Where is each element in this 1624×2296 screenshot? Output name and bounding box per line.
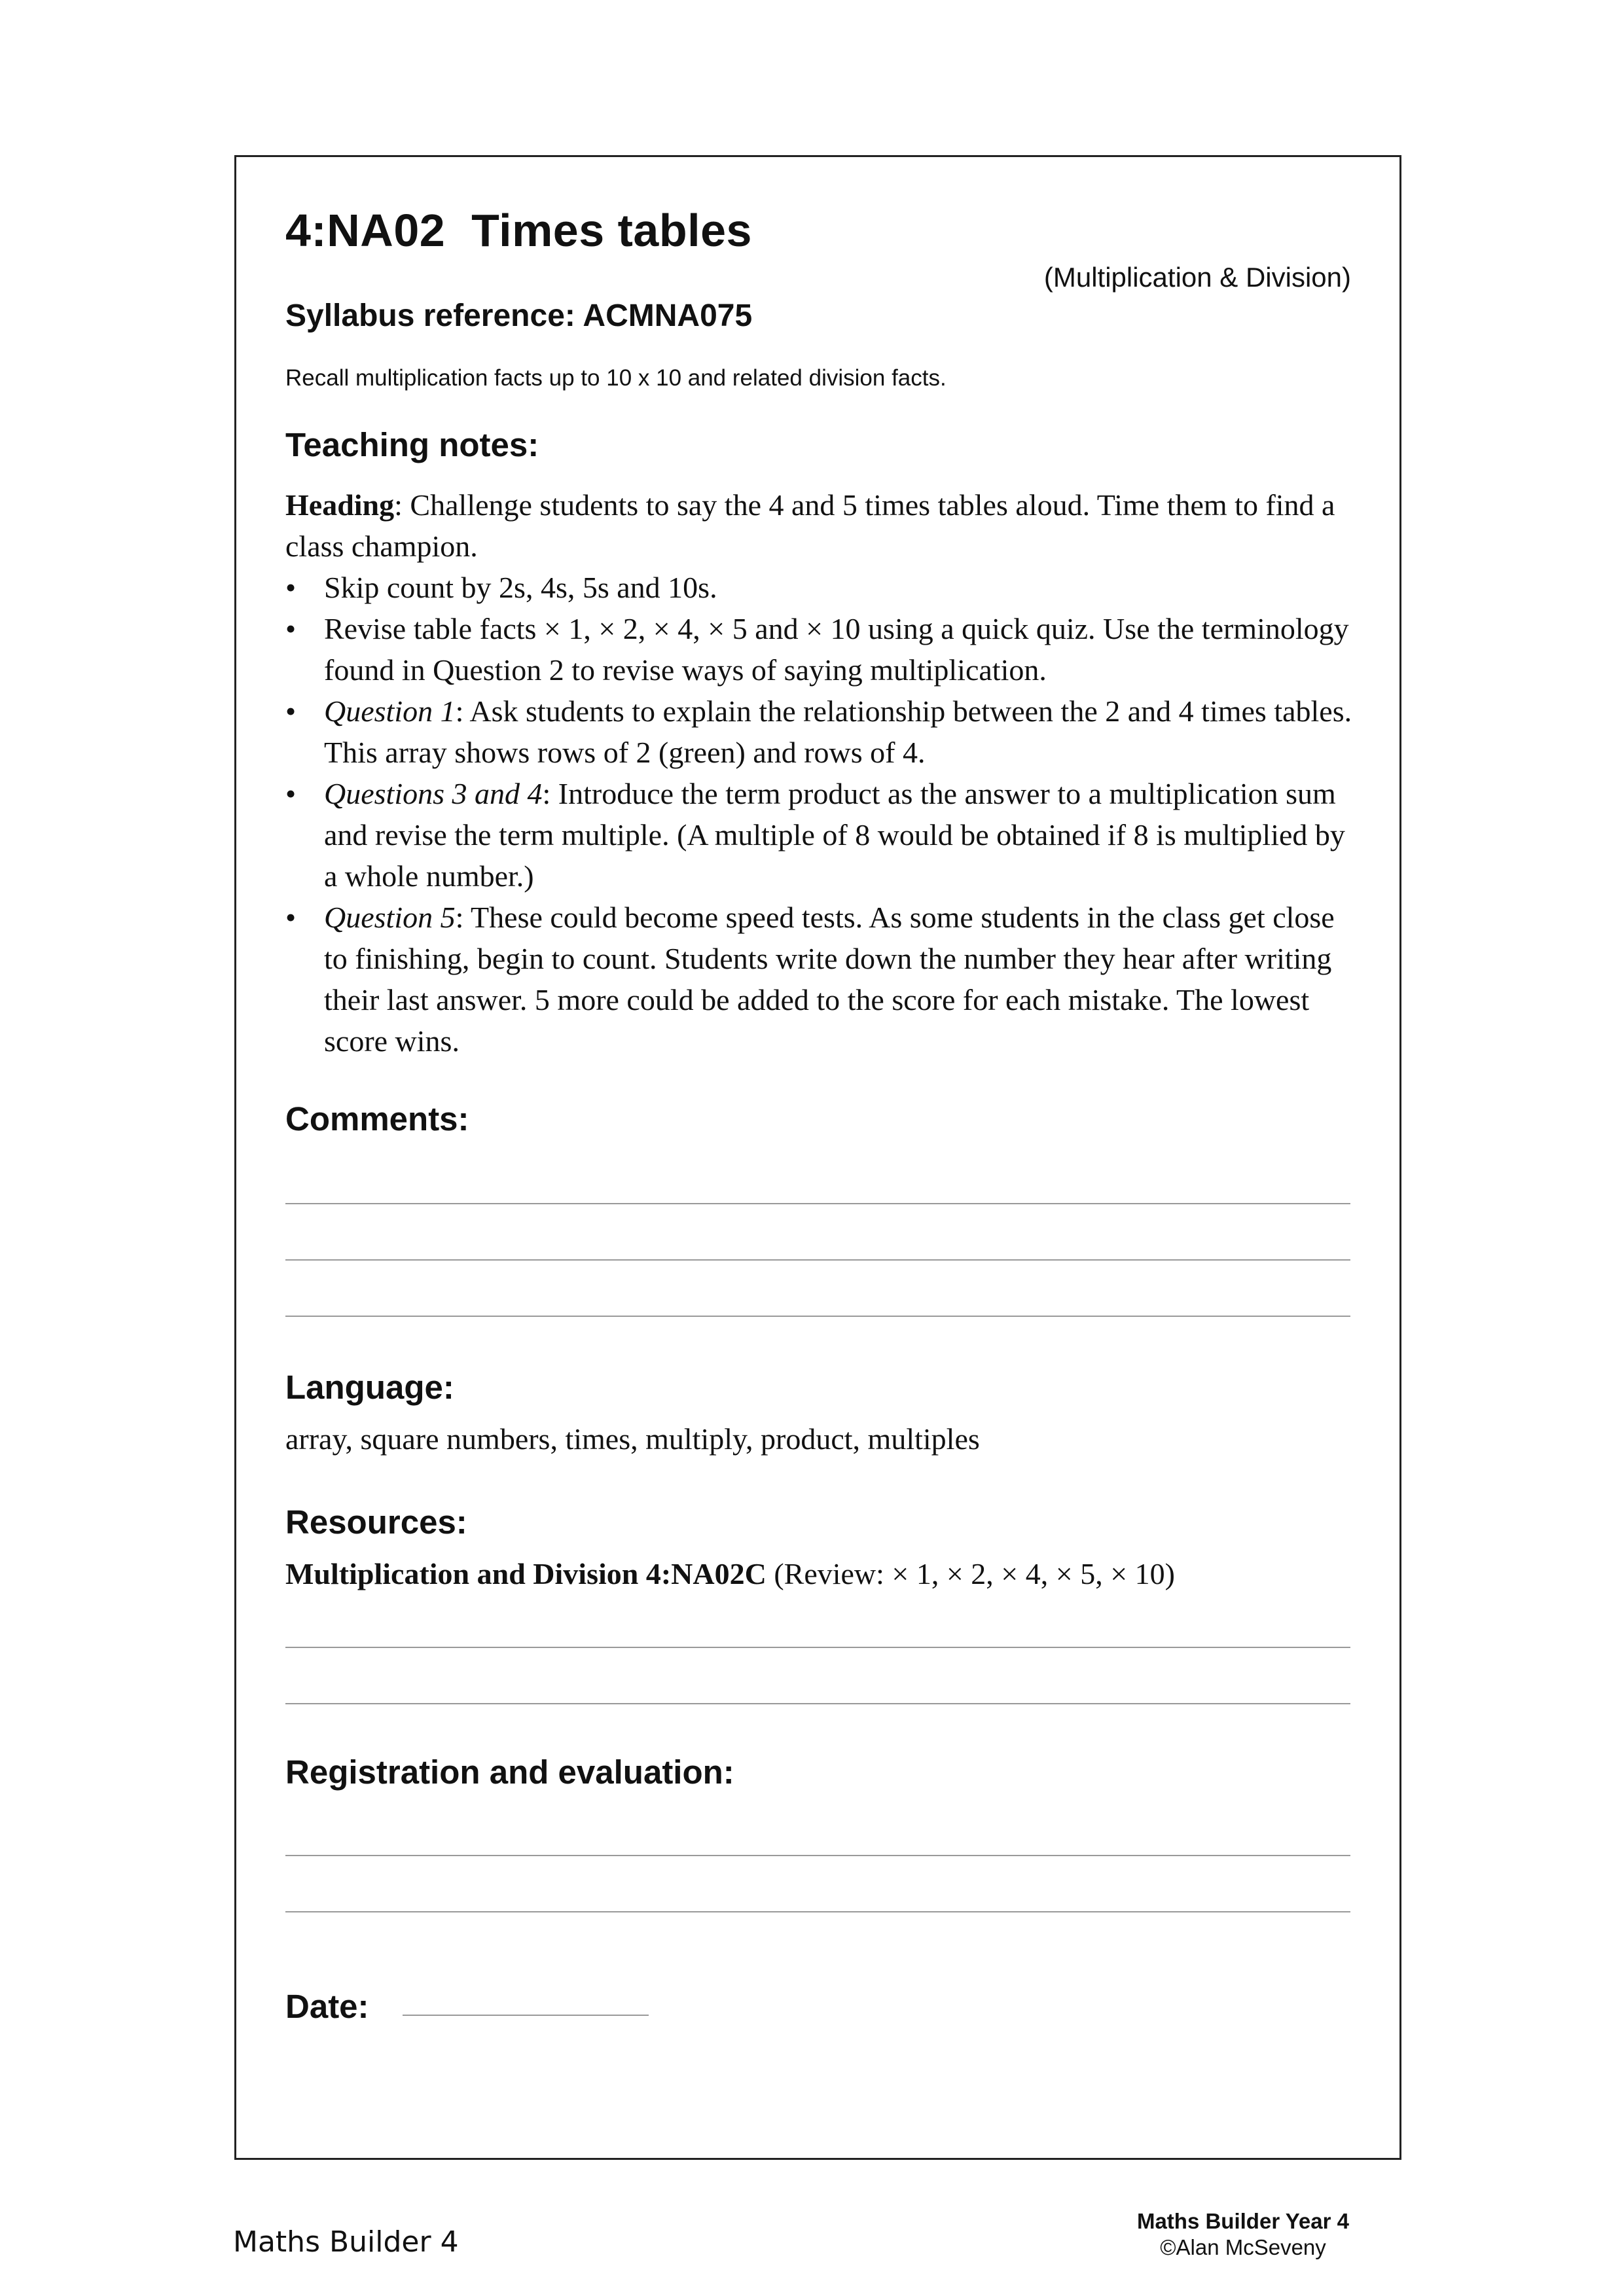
comments-line[interactable] [285, 1203, 1350, 1204]
comments-line[interactable] [285, 1316, 1350, 1317]
bullet-icon: • [285, 777, 297, 810]
list-item [285, 773, 1359, 897]
bullet-label: Questions 3 and 4 [324, 777, 543, 810]
list-item [285, 897, 1359, 1062]
teaching-intro [285, 484, 1359, 567]
list-item [285, 567, 1359, 608]
bullet-label: Question 1 [324, 694, 456, 728]
bullet-icon: • [285, 571, 297, 604]
footer-book-title: Maths Builder 4 [233, 2225, 459, 2259]
comments-heading: Comments: [285, 1100, 469, 1138]
resources-text [285, 1556, 1175, 1591]
bullet-icon: • [285, 612, 297, 645]
registration-line[interactable] [285, 1911, 1350, 1912]
registration-heading: Registration and evaluation: [285, 1753, 734, 1791]
teaching-bullet-list [285, 567, 1359, 1062]
bullet-text: Revise table facts × 1, × 2, × 4, × 5 and × 10 using a quick quiz. Use the terminology found in Question 2 to revise ways of saying multiplication. [324, 612, 1349, 687]
strand-label: (Multiplication & Division) [1043, 262, 1351, 293]
comments-line[interactable] [285, 1259, 1350, 1261]
lesson-title: Times tables [471, 205, 752, 256]
footer-copyright: ©Alan McSeveny [1160, 2235, 1326, 2259]
footer-credit [1137, 2208, 1349, 2261]
list-item [285, 691, 1359, 773]
page-title [285, 204, 752, 257]
list-item [285, 608, 1359, 691]
bullet-text: : These could become speed tests. As some students in the class get close to finishing, begin to count. Students write down the number they hear after writing their last answer. 5 more could be added to the score for each mistake. The lowest score wins. [324, 901, 1335, 1058]
bullet-text: : Introduce the term product as the answer to a multiplication sum and revise the term multiple. (A multiple of 8 would be obtained if 8 is multiplied by a whole number.) [324, 777, 1345, 893]
lesson-code: 4:NA02 [285, 205, 446, 256]
bullet-text: Skip count by 2s, 4s, 5s and 10s. [324, 571, 717, 604]
language-heading: Language: [285, 1369, 454, 1406]
language-text: array, square numbers, times, multiply, product, multiples [285, 1422, 980, 1456]
bullet-icon: • [285, 901, 297, 934]
footer-series: Maths Builder Year 4 [1136, 2209, 1349, 2233]
teaching-notes-heading: Teaching notes: [285, 426, 539, 463]
resources-line[interactable] [285, 1703, 1350, 1704]
resources-line[interactable] [285, 1647, 1350, 1648]
intro-text: : Challenge students to say the 4 and 5 times tables aloud. Time them to find a class champion. [285, 488, 1335, 563]
intro-label: Heading [285, 488, 395, 522]
date-line[interactable] [403, 2015, 649, 2016]
outcome-text: Recall multiplication facts up to 10 x 10 and related division facts. [285, 365, 947, 391]
teaching-notes-body [285, 484, 1359, 1062]
resources-heading: Resources: [285, 1503, 467, 1541]
date-heading: Date: [285, 1988, 369, 2025]
registration-line[interactable] [285, 1855, 1350, 1856]
syllabus-reference: Syllabus reference: ACMNA075 [285, 298, 753, 333]
resource-detail: (Review: × 1, × 2, × 4, × 5, × 10) [766, 1557, 1175, 1590]
bullet-label: Question 5 [324, 901, 456, 934]
bullet-icon: • [285, 694, 297, 728]
resource-title: Multiplication and Division 4:NA02C [285, 1557, 767, 1590]
bullet-text: : Ask students to explain the relationship between the 2 and 4 times tables. This array shows rows of 2 (green) and rows of 4. [324, 694, 1352, 769]
